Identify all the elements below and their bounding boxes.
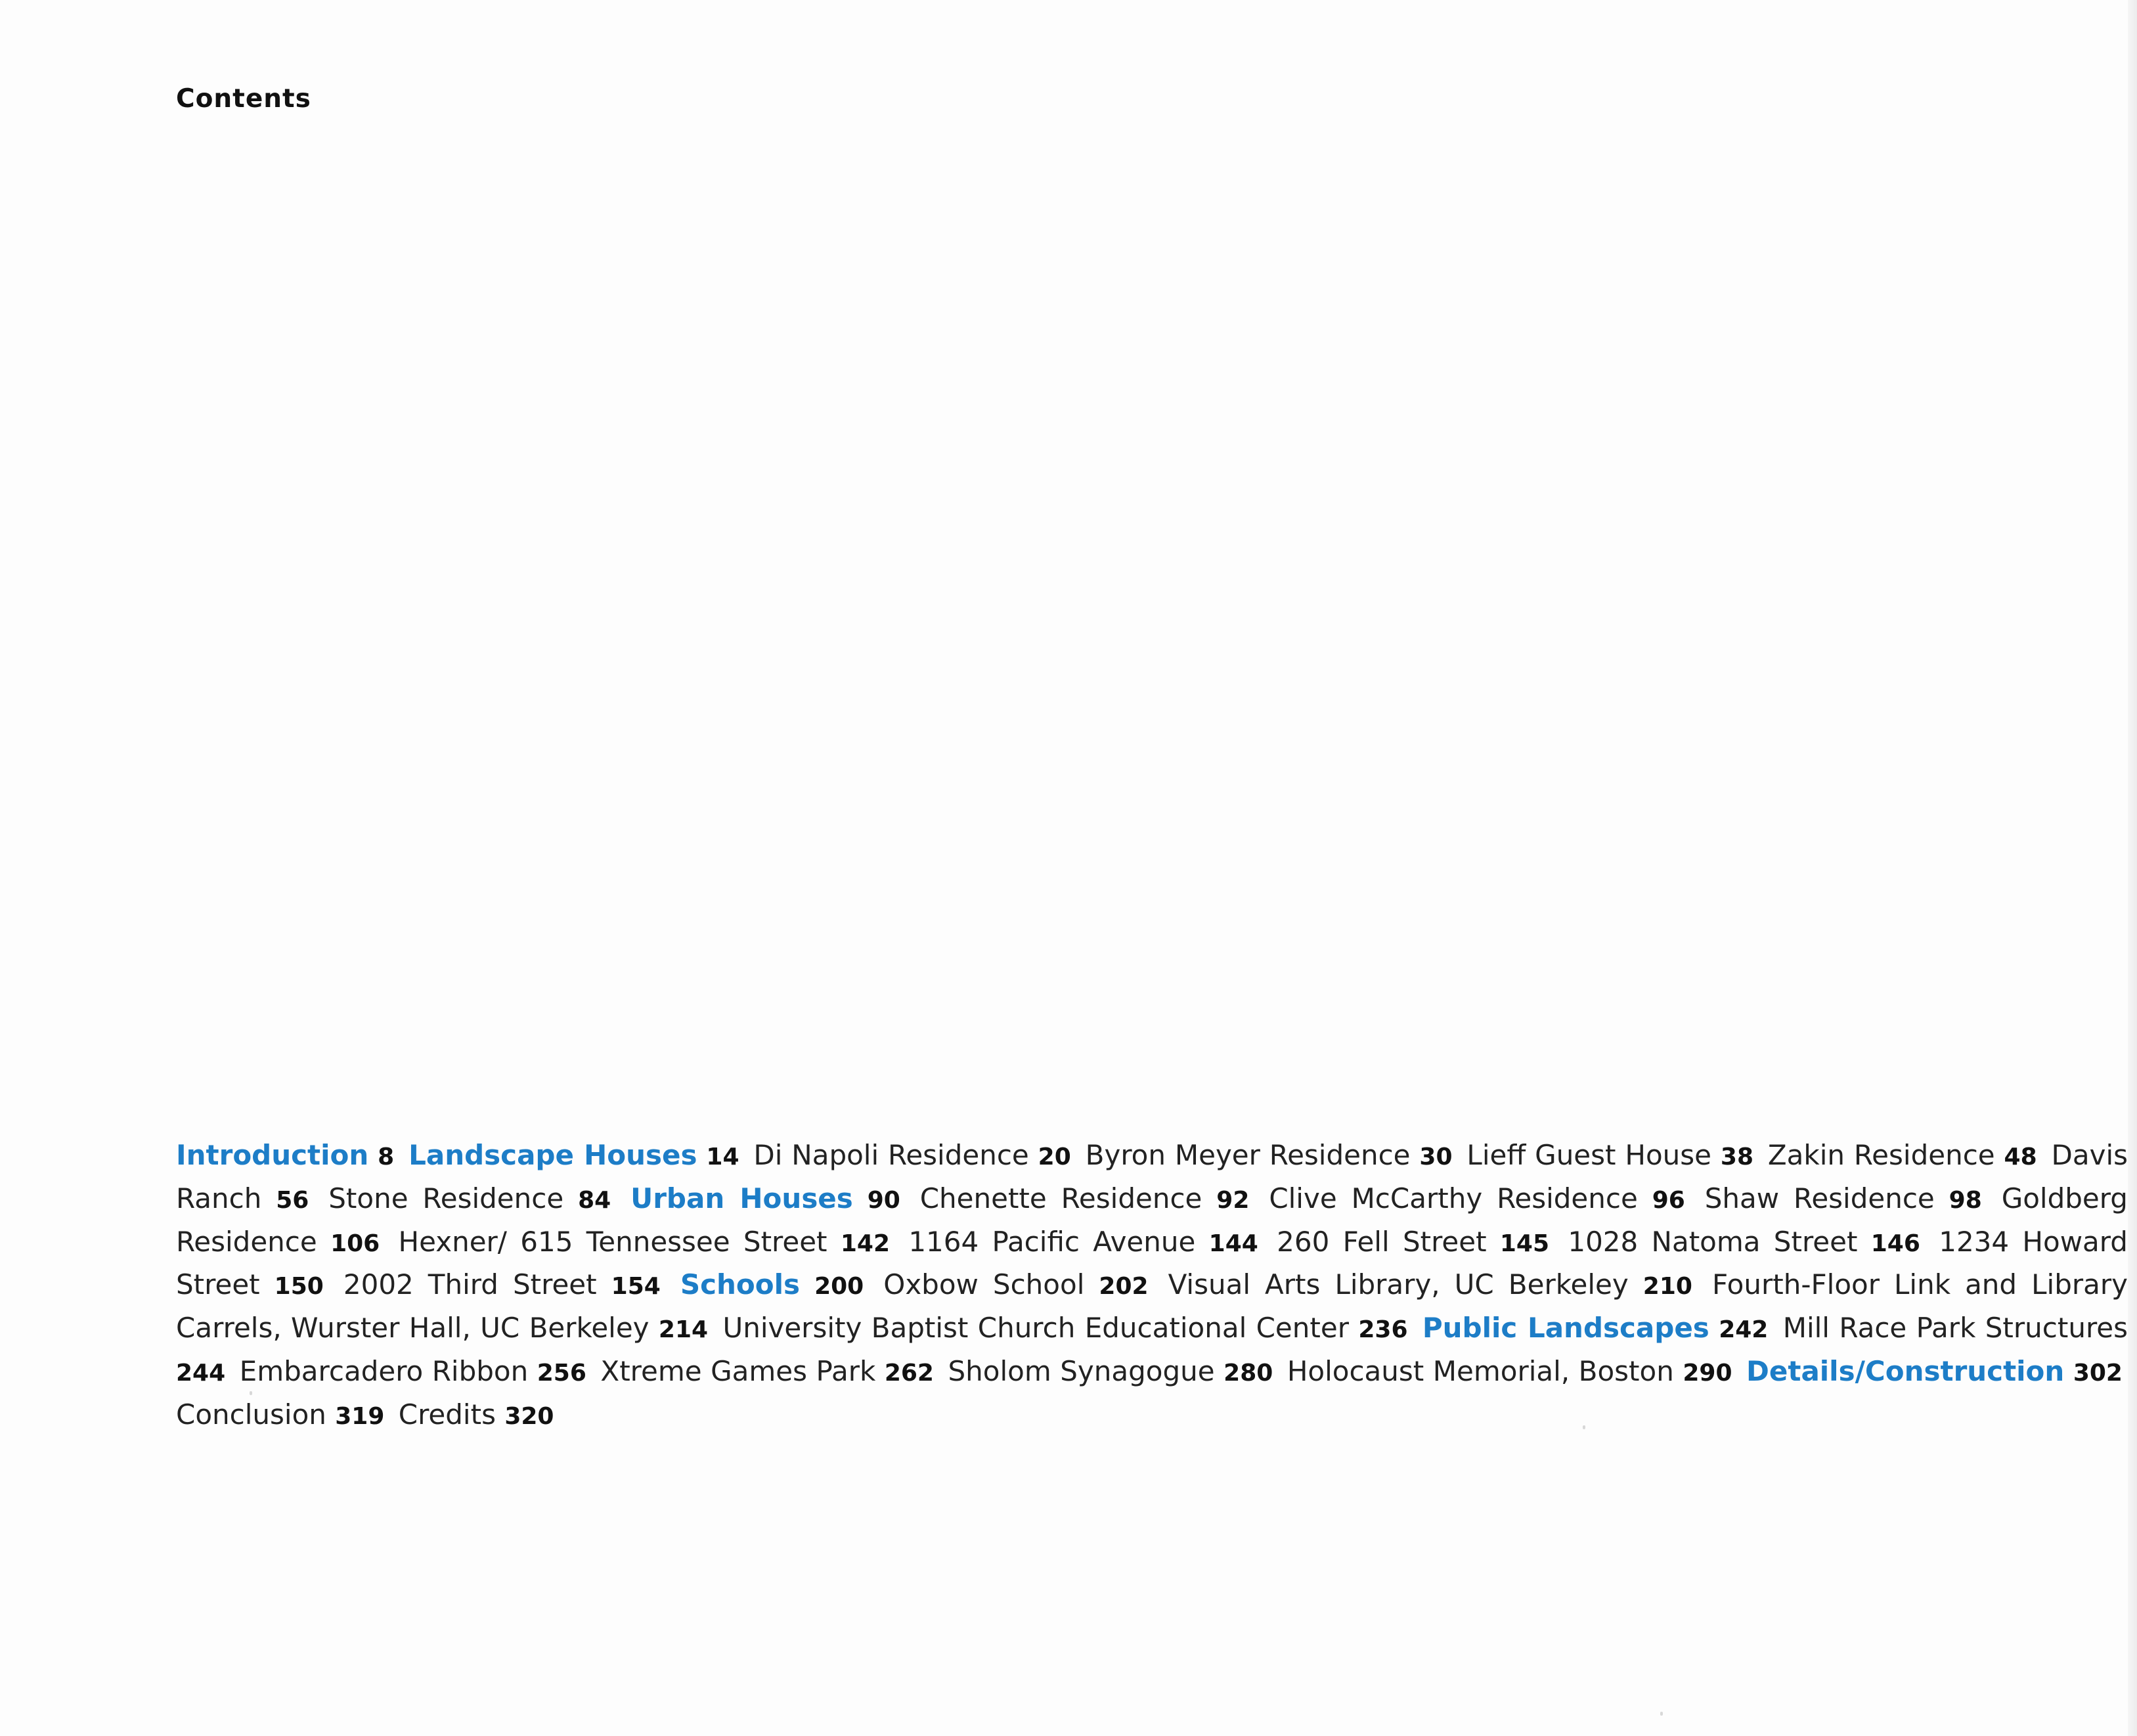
toc-entry-title: Zakin Residence [1767, 1139, 1995, 1171]
toc-entry[interactable] [1768, 1139, 2037, 1171]
paper-speck [1660, 1712, 1663, 1716]
toc-entry[interactable] [399, 1398, 554, 1431]
toc-entry-page: 200 [814, 1273, 864, 1301]
toc-entry-page: 38 [1720, 1144, 1753, 1170]
toc-entry[interactable] [399, 1226, 890, 1258]
toc-entry-title: Public Landscapes [1422, 1312, 1709, 1345]
toc-entry-page: 256 [537, 1359, 586, 1387]
toc-entry-title: Fourth-Floor Link and Library Carrels, Wurster Hall, UC Berkeley [176, 1268, 2128, 1345]
toc-entry-page: 84 [578, 1186, 611, 1214]
toc-entry-page: 146 [1870, 1230, 1920, 1257]
toc-entry-page: 319 [335, 1402, 385, 1430]
toc-entry-page: 262 [884, 1359, 934, 1387]
toc-entry-page: 8 [378, 1144, 395, 1170]
toc-entry-title: Lieff Guest House [1466, 1139, 1711, 1171]
toc-entry-title: 1028 Natoma Street [1568, 1225, 1858, 1258]
toc-entry[interactable] [680, 1268, 864, 1301]
toc-entry-title: Introduction [176, 1139, 369, 1171]
toc-entry-title: Sholom Synagogue [948, 1354, 1215, 1387]
toc-entry-page: 202 [1099, 1273, 1149, 1301]
toc-entry-title: University Baptist Church Educational Center [722, 1312, 1349, 1345]
toc-entry[interactable] [1277, 1226, 1549, 1258]
toc-entry-page: 280 [1223, 1359, 1273, 1387]
toc-entry[interactable] [883, 1268, 1148, 1301]
toc-entry-page: 90 [867, 1186, 900, 1214]
toc-entry-title: Visual Arts Library, UC Berkeley [1168, 1268, 1629, 1301]
toc-entry-title: Details/Construction [1746, 1354, 2065, 1387]
toc-entry-title: Embarcadero Ribbon [239, 1354, 529, 1387]
paper-speck [250, 1391, 252, 1395]
toc-entry[interactable] [908, 1226, 1258, 1258]
toc-entry-page: 242 [1719, 1316, 1769, 1344]
toc-entry-page: 56 [276, 1186, 309, 1214]
toc-entry[interactable] [343, 1268, 661, 1301]
toc-entry-page: 150 [274, 1273, 324, 1301]
toc-entry[interactable] [948, 1355, 1273, 1387]
toc-entry[interactable] [328, 1182, 611, 1214]
toc-entry[interactable] [1568, 1226, 1920, 1258]
toc-entry[interactable] [1168, 1268, 1692, 1301]
toc-entry-title: Credits [398, 1398, 496, 1431]
toc-entry[interactable] [1269, 1182, 1685, 1214]
table-of-contents [176, 1135, 2128, 1438]
toc-entry-page: 214 [658, 1316, 709, 1344]
toc-entry[interactable] [1466, 1139, 1753, 1171]
toc-entry[interactable] [920, 1182, 1250, 1214]
toc-entry-page: 290 [1683, 1359, 1732, 1387]
toc-entry-title: Clive McCarthy Residence [1269, 1182, 1638, 1214]
toc-entry-page: 48 [2004, 1144, 2037, 1170]
toc-entry-title: Goldberg Residence [176, 1182, 2128, 1258]
toc-entry-title: Chenette Residence [919, 1182, 1202, 1214]
toc-entry-page: 142 [840, 1230, 890, 1257]
toc-entry-page: 30 [1419, 1144, 1453, 1170]
toc-entry[interactable] [1705, 1182, 1982, 1214]
toc-entry-title: Di Napoli Residence [753, 1139, 1029, 1171]
toc-entry[interactable] [753, 1139, 1070, 1171]
contents-heading: Contents [176, 84, 311, 114]
toc-entry[interactable] [1746, 1355, 2123, 1387]
toc-entry-title: Schools [680, 1268, 801, 1301]
toc-entry-title: Hexner/ 615 Tennessee Street [398, 1225, 827, 1258]
toc-entry[interactable] [630, 1182, 900, 1214]
toc-entry-title: Landscape Houses [408, 1139, 697, 1171]
toc-entry-page: 320 [504, 1402, 554, 1430]
toc-entry[interactable] [1287, 1355, 1732, 1387]
toc-entry-title: Byron Meyer Residence [1085, 1139, 1411, 1171]
toc-entry-title: Mill Race Park Structures [1782, 1312, 2128, 1345]
toc-entry-title: 260 Fell Street [1277, 1225, 1487, 1258]
toc-entry-title: Oxbow School [883, 1268, 1085, 1301]
toc-entry[interactable] [1086, 1139, 1453, 1171]
toc-entry[interactable] [722, 1312, 1407, 1344]
toc-entry[interactable] [176, 1398, 384, 1431]
toc-entry-page: 96 [1652, 1186, 1685, 1214]
toc-entry-title: Davis Ranch [176, 1139, 2128, 1214]
toc-entry-page: 236 [1358, 1316, 1408, 1344]
toc-entry[interactable] [408, 1139, 739, 1171]
toc-entry[interactable] [600, 1355, 934, 1387]
toc-entry-page: 244 [176, 1359, 226, 1387]
toc-entry[interactable] [176, 1139, 394, 1171]
toc-entry-page: 106 [330, 1230, 380, 1257]
toc-entry-page: 154 [611, 1273, 661, 1301]
toc-entry-page: 210 [1642, 1273, 1692, 1301]
paper-speck [1583, 1425, 1585, 1429]
toc-entry-title: 2002 Third Street [343, 1268, 597, 1301]
toc-entry-title: Shaw Residence [1704, 1182, 1935, 1214]
toc-entry-page: 144 [1208, 1230, 1258, 1257]
toc-entry-title: Stone Residence [328, 1182, 564, 1214]
toc-entry-title: Urban Houses [630, 1182, 853, 1214]
toc-entry-title: Xtreme Games Park [600, 1354, 876, 1387]
toc-entry-page: 20 [1038, 1144, 1071, 1170]
toc-entry-title: 1234 Howard Street [176, 1225, 2128, 1301]
toc-entry-title: Conclusion [176, 1398, 326, 1431]
toc-entry-title: Holocaust Memorial, Boston [1287, 1354, 1674, 1387]
page-edge [2128, 0, 2137, 1736]
toc-entry[interactable] [1422, 1312, 1768, 1344]
toc-entry[interactable] [240, 1355, 586, 1387]
toc-entry-page: 92 [1216, 1186, 1250, 1214]
toc-entry-page: 145 [1499, 1230, 1550, 1257]
toc-entry-title: 1164 Pacific Avenue [908, 1225, 1196, 1258]
toc-entry-page: 14 [706, 1144, 739, 1170]
toc-entry-page: 302 [2073, 1359, 2123, 1387]
toc-entry-page: 98 [1949, 1186, 1982, 1214]
